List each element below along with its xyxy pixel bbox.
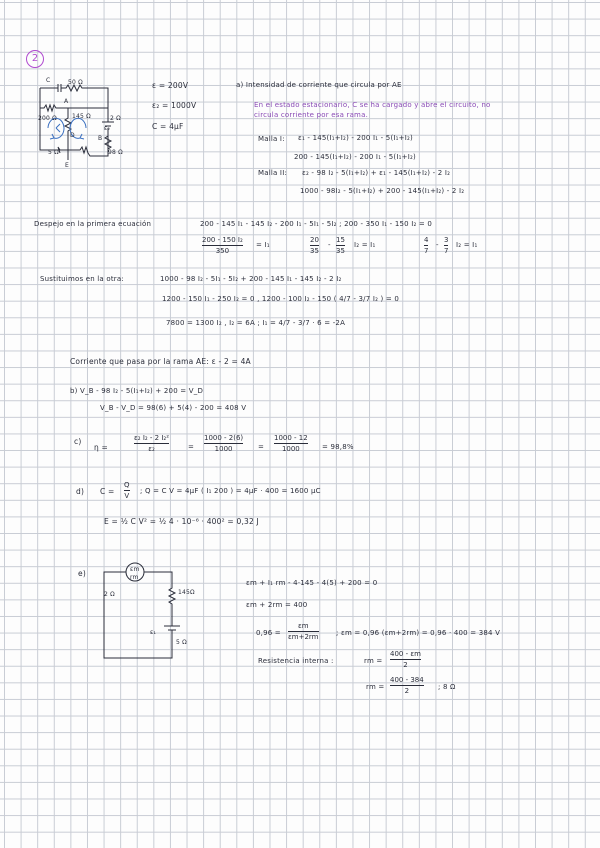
- label-a: A: [64, 98, 69, 105]
- problem-number: 2: [26, 50, 44, 68]
- part-e-label: e): [78, 569, 86, 578]
- part-c-frac-3: 1000 - 12 1000: [274, 434, 308, 453]
- part-c-eq-1: =: [188, 443, 195, 451]
- despejo-frac-1: 200 - 150 I₂ 350: [202, 236, 243, 255]
- part-a-note-2: circula corriente por esa rama.: [254, 111, 368, 119]
- part-e-eq-2: εm + 2rm = 400: [246, 601, 308, 609]
- part-e-rm2-eq: rm =: [366, 683, 385, 691]
- label-r5: 5 Ω: [48, 149, 59, 156]
- malla-2-label: Malla II:: [258, 169, 288, 177]
- despejo-frac-2: 20 35: [310, 236, 319, 255]
- despejo-frac-4-op: -: [436, 241, 439, 249]
- part-e-eq-3-lhs: 0,96 =: [256, 629, 281, 637]
- part-d-rest: ; Q = C V = 4μF ( I₁ 200 ) = 4μF · 400 = 1600 μC: [140, 487, 321, 495]
- label-d: D: [70, 132, 75, 139]
- label-r145: 145 Ω: [72, 113, 91, 120]
- label-r98: 98 Ω: [108, 149, 123, 156]
- part-d-energy: E = ½ C V² = ½ 4 · 10⁻⁶ · 400² = 0,32 J: [104, 517, 259, 526]
- sustituimos-eq-2: 1200 - 150 I₁ - 250 I₂ = 0 , 1200 - 100 I₂ - 150 ( 4/7 - 3/7 I₂ ) = 0: [162, 295, 400, 303]
- part-c-frac-1: ε₂ I₂ - 2 I₂² ε₂: [134, 434, 170, 453]
- despejo-eq-1: 200 - 145 I₁ - 145 I₂ - 200 I₁ - 5I₁ - 5I₂ ; 200 - 350 I₁ - 150 I₂ = 0: [200, 220, 433, 228]
- corriente-result: Corriente que pasa por la rama AE: ε - 2 = 4A: [70, 357, 251, 366]
- despejo-frac-5: 3 7: [444, 236, 449, 255]
- part-e-r5: 5 Ω: [176, 639, 187, 646]
- label-r2: 2 Ω: [110, 115, 121, 122]
- part-c-eta: η =: [94, 443, 109, 452]
- part-e-eq-3-frac: εm εm+2rm: [288, 622, 319, 641]
- despejo-frac-5-rest: I₂ = I₁: [456, 241, 478, 249]
- part-e-r145: 145Ω: [178, 589, 195, 596]
- part-e-r2: 2 Ω: [104, 591, 115, 598]
- part-e-eq-1: εm + I₁ rm - 4·145 - 4(5) + 200 = 0: [246, 579, 378, 587]
- part-d-frac: Q V: [124, 481, 130, 500]
- despejo-frac-3: 15 35: [336, 236, 345, 255]
- part-b-eq-1: b) V_B - 98 I₂ - 5(I₁+I₂) + 200 = V_D: [70, 387, 204, 395]
- label-e2: ε₂: [104, 125, 111, 132]
- part-e-rm-eq: rm =: [364, 657, 383, 665]
- part-b-eq-2: V_B - V_D = 98(6) + 5(4) - 200 = 408 V: [100, 404, 247, 412]
- malla-2-eq-1: ε₂ - 98 I₂ - 5(I₁+I₂) + ε₁ - 145(I₁+I₂) - 2 I₂: [302, 169, 451, 177]
- part-e-rm-frac: 400 - εm 2: [390, 650, 421, 669]
- part-e-rm2-frac: 400 - 384 2: [390, 676, 424, 695]
- sustituimos-eq-3: 7800 = 1300 I₂ , I₂ = 6A ; I₁ = 4/7 - 3/7 · 6 = -2A: [166, 319, 346, 327]
- despejo-frac-1-rest: = I₁: [256, 241, 270, 249]
- part-d-c-eq: C =: [100, 487, 115, 496]
- malla-1-eq-2: 200 - 145(I₁+I₂) - 200 I₁ - 5(I₁+I₂): [294, 153, 416, 161]
- sustituimos-label: Sustituimos en la otra:: [40, 275, 124, 283]
- despejo-frac-4: 4 7: [424, 236, 429, 255]
- label-e: E: [65, 162, 69, 169]
- part-c-label: c): [74, 437, 82, 446]
- given-c: C = 4μF: [152, 122, 184, 131]
- given-e: ε = 200V: [152, 81, 189, 90]
- part-e-eq-3-rest: ; εm = 0,96 (εm+2rm) = 0,96 · 400 = 384 V: [336, 629, 501, 637]
- part-a-note-1: En el estado estacionario, C se ha cargado y abre el circuito, no: [254, 101, 491, 109]
- despejo-frac-2-op: -: [328, 241, 331, 249]
- malla-1-label: Malla I:: [258, 135, 285, 143]
- despejo-frac-3-rest: I₂ = I₁: [354, 241, 376, 249]
- part-d-label: d): [76, 487, 85, 496]
- part-e-rm: rm: [130, 574, 139, 581]
- label-b: B: [98, 135, 103, 142]
- part-e-em: εm: [130, 566, 140, 573]
- malla-2-eq-2: 1000 - 98I₂ - 5(I₁+I₂) + 200 - 145(I₁+I₂) - 2 I₂: [300, 187, 465, 195]
- part-c-eq-2: =: [258, 443, 265, 451]
- label-r50: 50 Ω: [68, 79, 83, 86]
- part-e-resistencia-label: Resistencia interna :: [258, 657, 334, 665]
- given-e2: ε₂ = 1000V: [152, 101, 197, 110]
- part-c-result: = 98,8%: [322, 443, 354, 451]
- part-a-question: a) Intensidad de corriente que circula por AE: [236, 81, 402, 89]
- despejo-label: Despejo en la primera ecuación: [34, 220, 152, 228]
- malla-1-eq-1: ε₁ - 145(I₁+I₂) - 200 I₁ - 5(I₁+I₂): [298, 134, 413, 142]
- label-c: C: [46, 77, 51, 84]
- part-e-rm2-result: ; 8 Ω: [438, 683, 456, 691]
- sustituimos-eq-1: 1000 - 98 I₂ - 5I₁ - 5I₂ + 200 - 145 I₁ - 145 I₂ - 2 I₂: [160, 275, 342, 283]
- part-e-e1: ε₁: [150, 629, 157, 636]
- part-c-frac-2: 1000 - 2(6) 1000: [204, 434, 244, 453]
- label-r200: 200 Ω: [38, 115, 57, 122]
